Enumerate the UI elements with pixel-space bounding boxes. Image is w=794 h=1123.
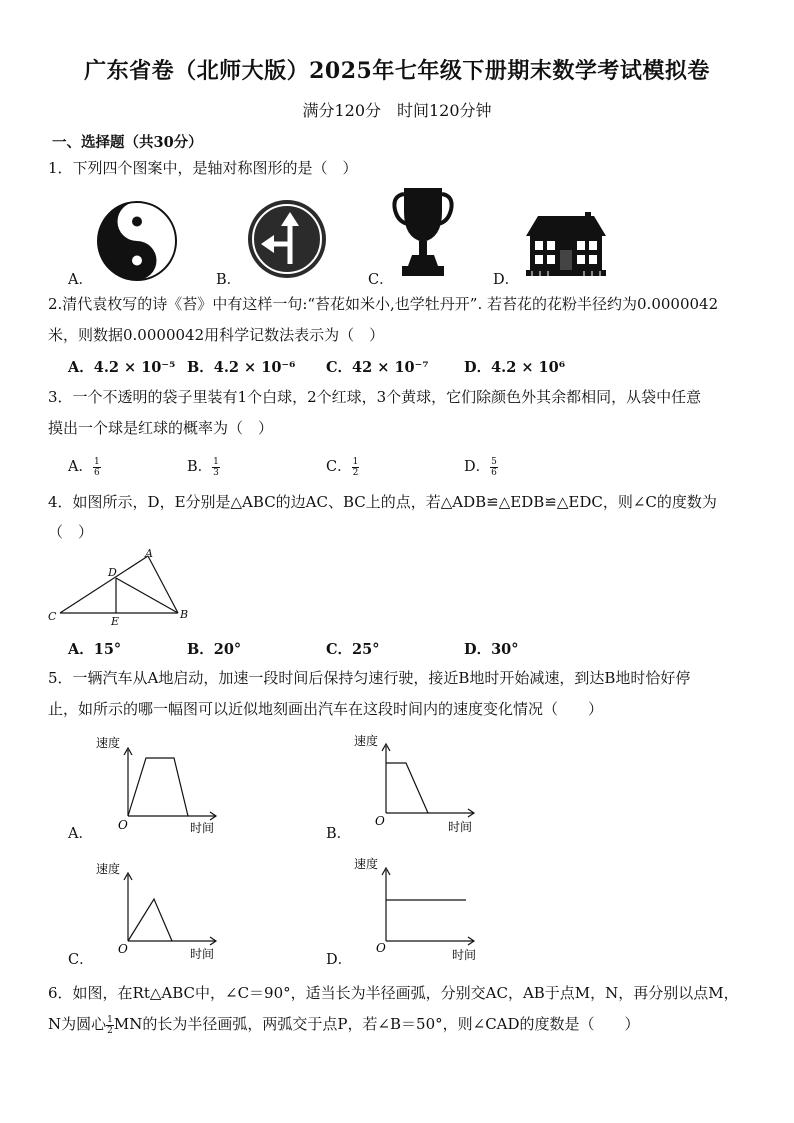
trophy-icon — [392, 186, 454, 278]
q5-option-b-label: B． — [326, 826, 352, 842]
q5-option-c-label: C． — [68, 952, 94, 968]
q4-triangle-figure — [44, 545, 204, 630]
q4-point-e-label: E — [111, 615, 120, 628]
q3-option-c — [326, 455, 359, 478]
q5-graph-b — [348, 728, 483, 838]
q3-option-d-label: D． — [464, 459, 491, 475]
q4-option-c: C．25° — [326, 641, 380, 658]
q5-graph-c — [90, 855, 225, 965]
q4-point-d-label: D — [108, 566, 117, 579]
house-icon — [524, 208, 608, 278]
q5-graph-d — [348, 852, 483, 964]
q5-stem-line1: 5．一辆汽车从A地启动，加速一段时间后保持匀速行驶，接近B地时开始减速，到达B地时恰好停 — [48, 669, 691, 687]
q5-graph-d-xlabel: 时间 — [452, 948, 477, 962]
q6-fraction: $\frac{1}{2}$ — [107, 1014, 113, 1036]
q5-graph-b-ylabel: 速度 — [354, 734, 379, 748]
yin-yang-icon — [96, 200, 178, 282]
q5-graph-a-ylabel: 速度 — [96, 736, 121, 750]
traffic-sign-icon — [246, 198, 328, 280]
q3-stem-line2: 摸出一个球是红球的概率为（ ） — [48, 419, 274, 437]
q5-graph-d-origin: O — [376, 941, 386, 955]
q6-stem-line1: 6．如图，在Rt△ABC中，∠C＝90°，适当长为半径画弧，分别交AC，AB于点M，N，再分别以点M， — [48, 984, 739, 1002]
q1-option-d-label: D． — [493, 272, 520, 288]
q2-option-c: C．42 × 10⁻⁷ — [326, 359, 429, 376]
q6-line2-end: MN的长为半径画弧，两弧交于点P，若∠B＝50°，则∠CAD的度数是（ ） — [113, 1015, 640, 1033]
q2-stem-line1: 2.清代袁枚写的诗《苔》中有这样一句:“苔花如米小,也学牡丹开”. 若苔花的花粉半径约为0.0000042 — [48, 295, 719, 313]
q1-option-a-label: A． — [68, 272, 93, 288]
q5-graph-c-origin: O — [118, 942, 128, 956]
q3-option-c-label: C． — [326, 459, 352, 475]
q3-stem-line1: 3．一个不透明的袋子里装有1个白球，2个红球，3个黄球，它们除颜色外其余都相同，从袋中任意 — [48, 388, 702, 406]
q5-graph-a-origin: O — [118, 818, 128, 832]
q6-line2-start: N为圆心 — [48, 1015, 107, 1033]
q1-option-c-label: C． — [368, 272, 394, 288]
q4-stem-line2: （ ） — [48, 523, 94, 541]
q4-option-a: A．15° — [68, 641, 122, 658]
q5-graph-b-xlabel: 时间 — [448, 820, 473, 834]
q2-stem-line2: 米，则数据0.0000042用科学记数法表示为（ ） — [48, 326, 385, 344]
q5-graph-d-ylabel: 速度 — [354, 857, 379, 871]
q3-option-d — [464, 455, 498, 478]
q4-option-d: D．30° — [464, 641, 519, 658]
q5-option-a-label: A． — [68, 826, 93, 842]
q4-stem-line1: 4．如图所示，D，E分别是△ABC的边AC、BC上的点，若△ADB≌△EDB≌△EDC，则∠C的度数为 — [48, 493, 717, 511]
q3-option-a-fraction: $\frac{1}{6}$ — [93, 456, 100, 478]
q5-graph-c-xlabel: 时间 — [190, 947, 215, 961]
q5-graph-b-origin: O — [375, 814, 385, 828]
q4-point-a-label: A — [145, 547, 153, 560]
q3-option-c-fraction: $\frac{1}{2}$ — [352, 456, 359, 478]
q2-option-d: D．4.2 × 10⁶ — [464, 359, 566, 376]
q5-option-d-label: D． — [326, 952, 353, 968]
q3-option-b — [187, 455, 220, 478]
q2-option-b: B．4.2 × 10⁻⁶ — [187, 359, 296, 376]
page-subtitle: 满分120分 时间120分钟 — [302, 101, 492, 120]
q3-option-b-label: B． — [187, 459, 213, 475]
q5-stem-line2: 止，如所示的哪一幅图可以近似地刻画出汽车在这段时间内的速度变化情况（ ） — [48, 700, 604, 718]
section-heading: 一、选择题（共30分） — [52, 134, 203, 151]
q6-stem-line2 — [48, 1014, 640, 1036]
page-title: 广东省卷（北师大版）2025年七年级下册期末数学考试模拟卷 — [84, 58, 710, 84]
q3-option-a — [68, 455, 101, 478]
q3-option-b-fraction: $\frac{1}{3}$ — [213, 456, 219, 478]
q5-graph-a-xlabel: 时间 — [190, 821, 215, 835]
q3-option-d-fraction: $\frac{5}{6}$ — [491, 456, 497, 478]
q3-option-a-label: A． — [68, 459, 93, 475]
q5-graph-a — [90, 732, 225, 837]
q1-option-b-label: B． — [216, 272, 242, 288]
q2-option-a: A．4.2 × 10⁻⁵ — [68, 359, 176, 376]
q1-stem: 1．下列四个图案中，是轴对称图形的是（ ） — [48, 159, 358, 177]
q4-point-c-label: C — [48, 610, 57, 623]
q4-point-b-label: B — [180, 608, 189, 621]
q5-graph-c-ylabel: 速度 — [96, 862, 121, 876]
q4-option-b: B．20° — [187, 641, 242, 658]
